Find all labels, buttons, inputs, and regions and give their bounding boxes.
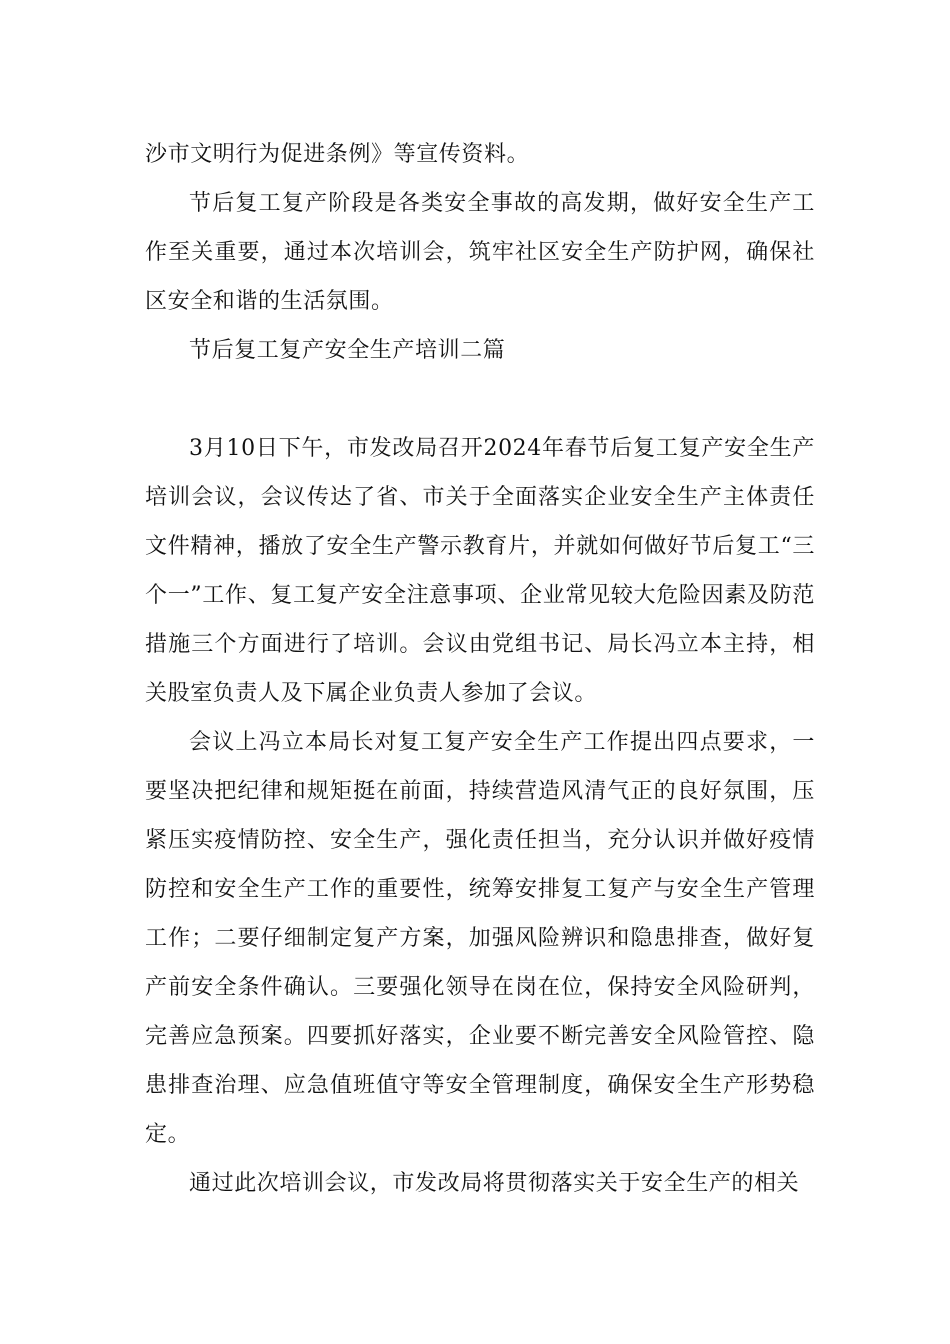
paragraph-summary: 节后复工复产阶段是各类安全事故的高发期，做好安全生产工作至关重要，通过本次培训会，筑牢社区安全生产防护网，确保社区安全和谐的生活氛围。 [145,191,815,314]
document-body [145,130,815,1208]
paragraph-continuation: 沙市文明行为促进条例》等宣传资料。 [145,142,530,167]
paragraph-requirements: 会议上冯立本局长对复工复产安全生产工作提出四点要求，一要坚决把纪律和规矩挺在前面，持续营造风清气正的良好氛围，压紧压实疫情防控、安全生产，强化责任担当，充分认识并做好疫情防控和安全生产工作的重要性，统筹安排复工复产与安全生产管理工作；二要仔细制定复产方案，加强风险辨识和隐患排查，做好复产前安全条件确认。三要强化领导在岗在位，保持安全风险研判，完善应急预案。四要抓好落实，企业要不断完善安全风险管控、隐患排查治理、应急值班值守等安全管理制度，确保安全生产形势稳定。 [145,730,815,1147]
section-heading: 节后复工复产安全生产培训二篇 [189,338,506,363]
paragraph-closing: 通过此次培训会议，市发改局将贯彻落实关于安全生产的相关 [189,1171,800,1196]
paragraph-meeting: 3月10日下午，市发改局召开2024年春节后复工复产安全生产培训会议，会议传达了省、市关于全面落实企业安全生产主体责任文件精神，播放了安全生产警示教育片，并就如何做好节后复工“三个一”工作、复工复产安全注意事项、企业常见较大危险因素及防范措施三个方面进行了培训。会议由党组书记、局长冯立本主持，相关股室负责人及下属企业负责人参加了会议。 [145,436,815,706]
